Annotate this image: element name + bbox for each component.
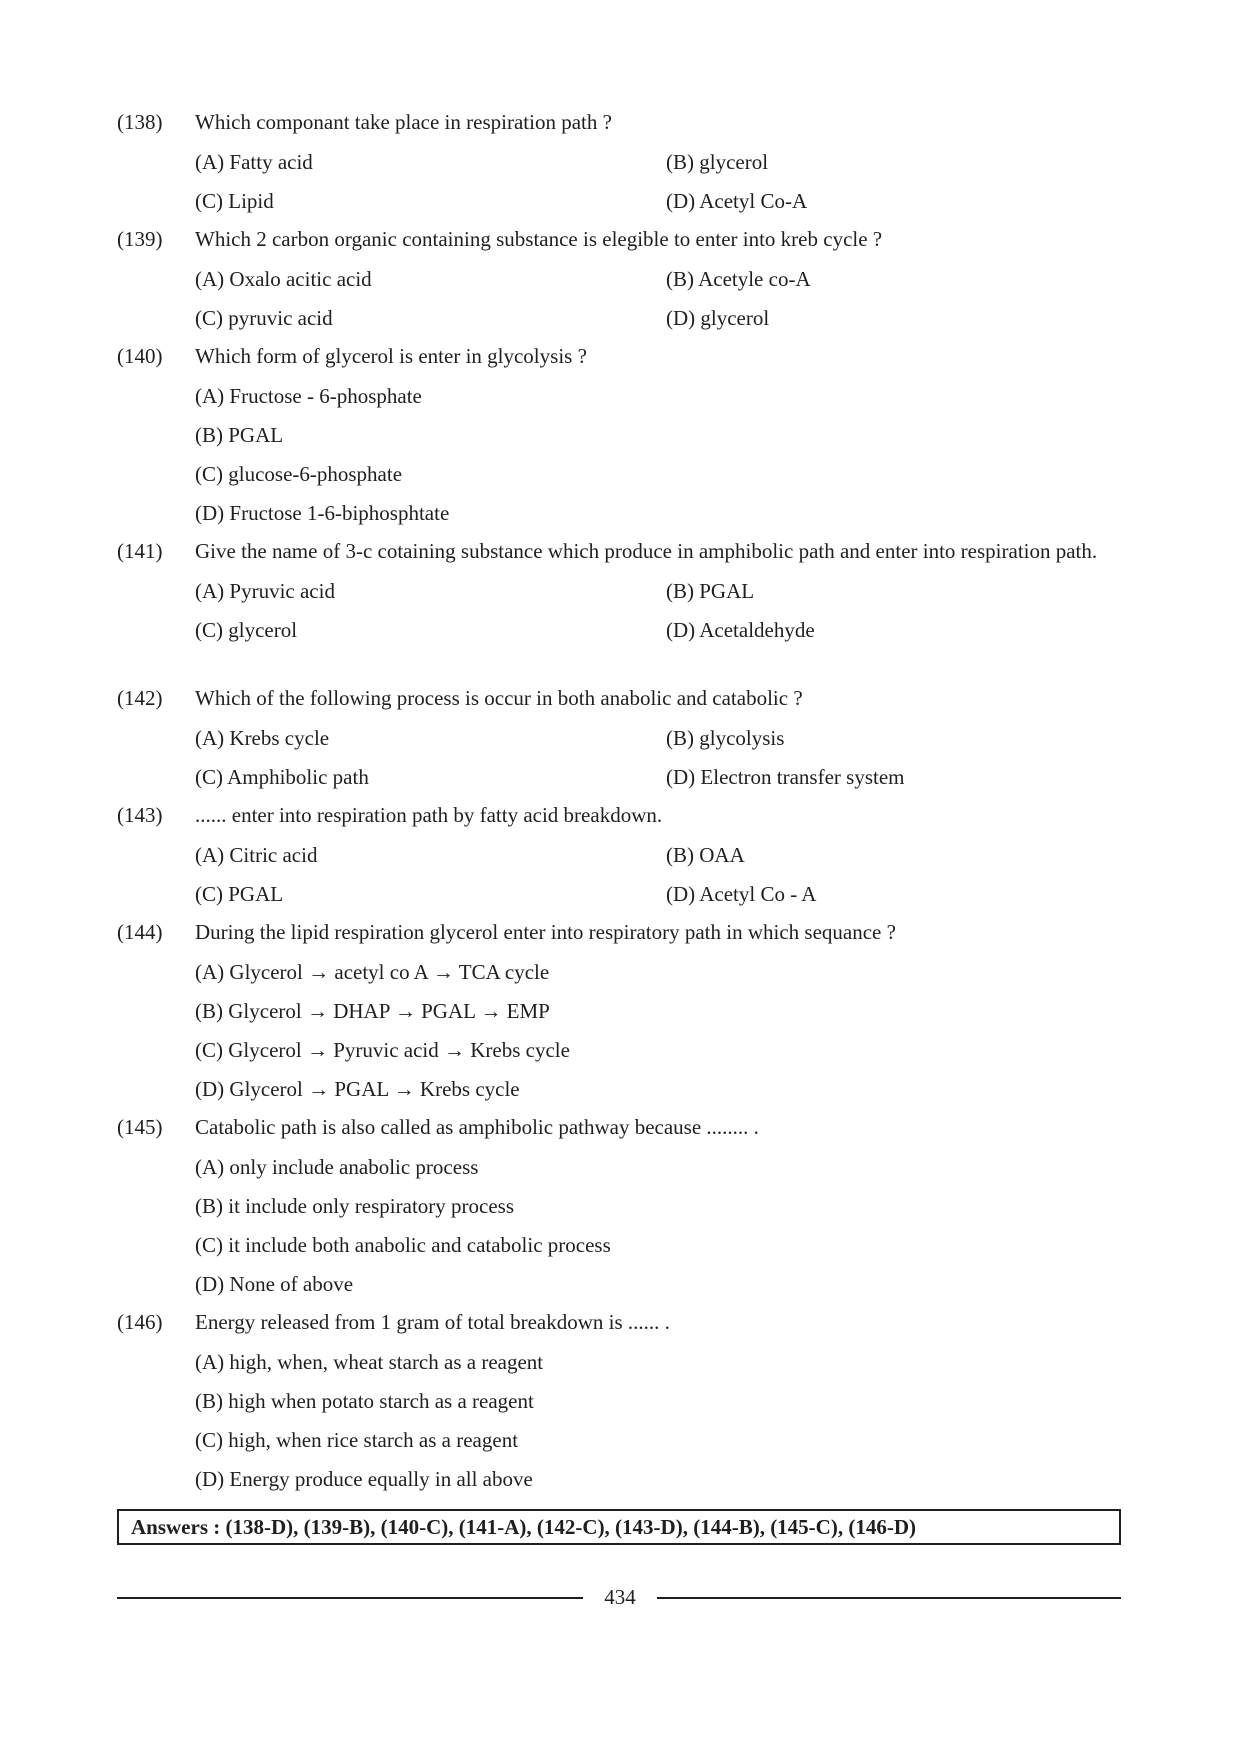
option-d: (D) Electron transfer system [666, 765, 905, 790]
option-b: (B) high when potato starch as a reagent [195, 1389, 534, 1414]
option-a: (A) Citric acid [195, 843, 318, 868]
question-144 [117, 919, 1130, 1102]
question-140 [117, 343, 1130, 526]
option-d: (D) Acetyl Co-A [666, 189, 808, 214]
question-text: Catabolic path is also called as amphibolic pathway because ........ . [195, 1115, 759, 1139]
option-c: (C) Amphibolic path [195, 765, 369, 790]
question-text: Which 2 carbon organic containing substance is elegible to enter into kreb cycle ? [195, 227, 883, 251]
question-138 [117, 109, 1130, 214]
question-number: (139) [117, 227, 163, 251]
question-143 [117, 802, 1130, 907]
option-c: (C) Lipid [195, 189, 274, 214]
option-b: (B) it include only respiratory process [195, 1194, 514, 1219]
question-text: Give the name of 3-c cotaining substance which produce in amphibolic path and enter into respiration path. [195, 539, 1098, 563]
question-146 [117, 1309, 1130, 1492]
page-number: 434 [604, 1585, 636, 1609]
question-number: (140) [117, 344, 163, 368]
option-d: (D) glycerol [666, 306, 770, 331]
option-a: (A) Fatty acid [195, 150, 313, 175]
option-a: (A) Pyruvic acid [195, 579, 335, 604]
option-b: (B) glycolysis [666, 726, 785, 751]
question-text: During the lipid respiration glycerol enter into respiratory path in which sequance ? [195, 920, 896, 944]
option-b: (B) glycerol [666, 150, 769, 175]
option-b: (B) Acetyle co-A [666, 267, 811, 292]
question-141 [117, 538, 1130, 643]
option-b: (B) PGAL [195, 423, 284, 448]
option-a: (A) Oxalo acitic acid [195, 267, 372, 292]
question-text: Energy released from 1 gram of total breakdown is ...... . [195, 1310, 670, 1334]
question-text: Which componant take place in respiration path ? [195, 110, 612, 134]
answer-key-box: Answers : (138-D), (139-B), (140-C), (141-A), (142-C), (143-D), (144-B), (145-C), (146-D) [117, 1509, 1121, 1545]
question-145 [117, 1114, 1130, 1297]
question-number: (143) [117, 803, 163, 827]
option-c: (C) high, when rice starch as a reagent [195, 1428, 519, 1453]
question-number: (146) [117, 1310, 163, 1334]
option-c: (C) glucose-6-phosphate [195, 462, 403, 487]
option-b: (B) PGAL [666, 579, 755, 604]
option-d: (D) Glycerol → PGAL → Krebs cycle [195, 1077, 520, 1102]
footer-rule-left [117, 1597, 583, 1599]
question-text: Which of the following process is occur in both anabolic and catabolic ? [195, 686, 803, 710]
question-number: (144) [117, 920, 163, 944]
option-a: (A) only include anabolic process [195, 1155, 479, 1180]
option-c: (C) it include both anabolic and catabolic process [195, 1233, 611, 1258]
question-number: (142) [117, 686, 163, 710]
option-d: (D) Fructose 1-6-biphosphtate [195, 501, 450, 526]
option-a: (A) Krebs cycle [195, 726, 330, 751]
question-text: ...... enter into respiration path by fatty acid breakdown. [195, 803, 663, 827]
option-a: (A) high, when, wheat starch as a reagent [195, 1350, 544, 1375]
option-c: (C) Glycerol → Pyruvic acid → Krebs cycle [195, 1038, 570, 1063]
option-d: (D) None of above [195, 1272, 354, 1297]
option-a: (A) Fructose - 6-phosphate [195, 384, 422, 409]
footer-rule-right [657, 1597, 1121, 1599]
option-c: (C) pyruvic acid [195, 306, 333, 331]
question-142 [117, 685, 1130, 790]
question-number: (141) [117, 539, 163, 563]
option-c: (C) PGAL [195, 882, 284, 907]
option-b: (B) Glycerol → DHAP → PGAL → EMP [195, 999, 550, 1024]
option-c: (C) glycerol [195, 618, 298, 643]
option-d: (D) Acetaldehyde [666, 618, 815, 643]
option-d: (D) Energy produce equally in all above [195, 1467, 533, 1492]
option-b: (B) OAA [666, 843, 745, 868]
question-number: (145) [117, 1115, 163, 1139]
option-d: (D) Acetyl Co - A [666, 882, 817, 907]
option-a: (A) Glycerol → acetyl co A → TCA cycle [195, 960, 550, 985]
question-139 [117, 226, 1130, 331]
question-text: Which form of glycerol is enter in glycolysis ? [195, 344, 587, 368]
question-number: (138) [117, 110, 163, 134]
